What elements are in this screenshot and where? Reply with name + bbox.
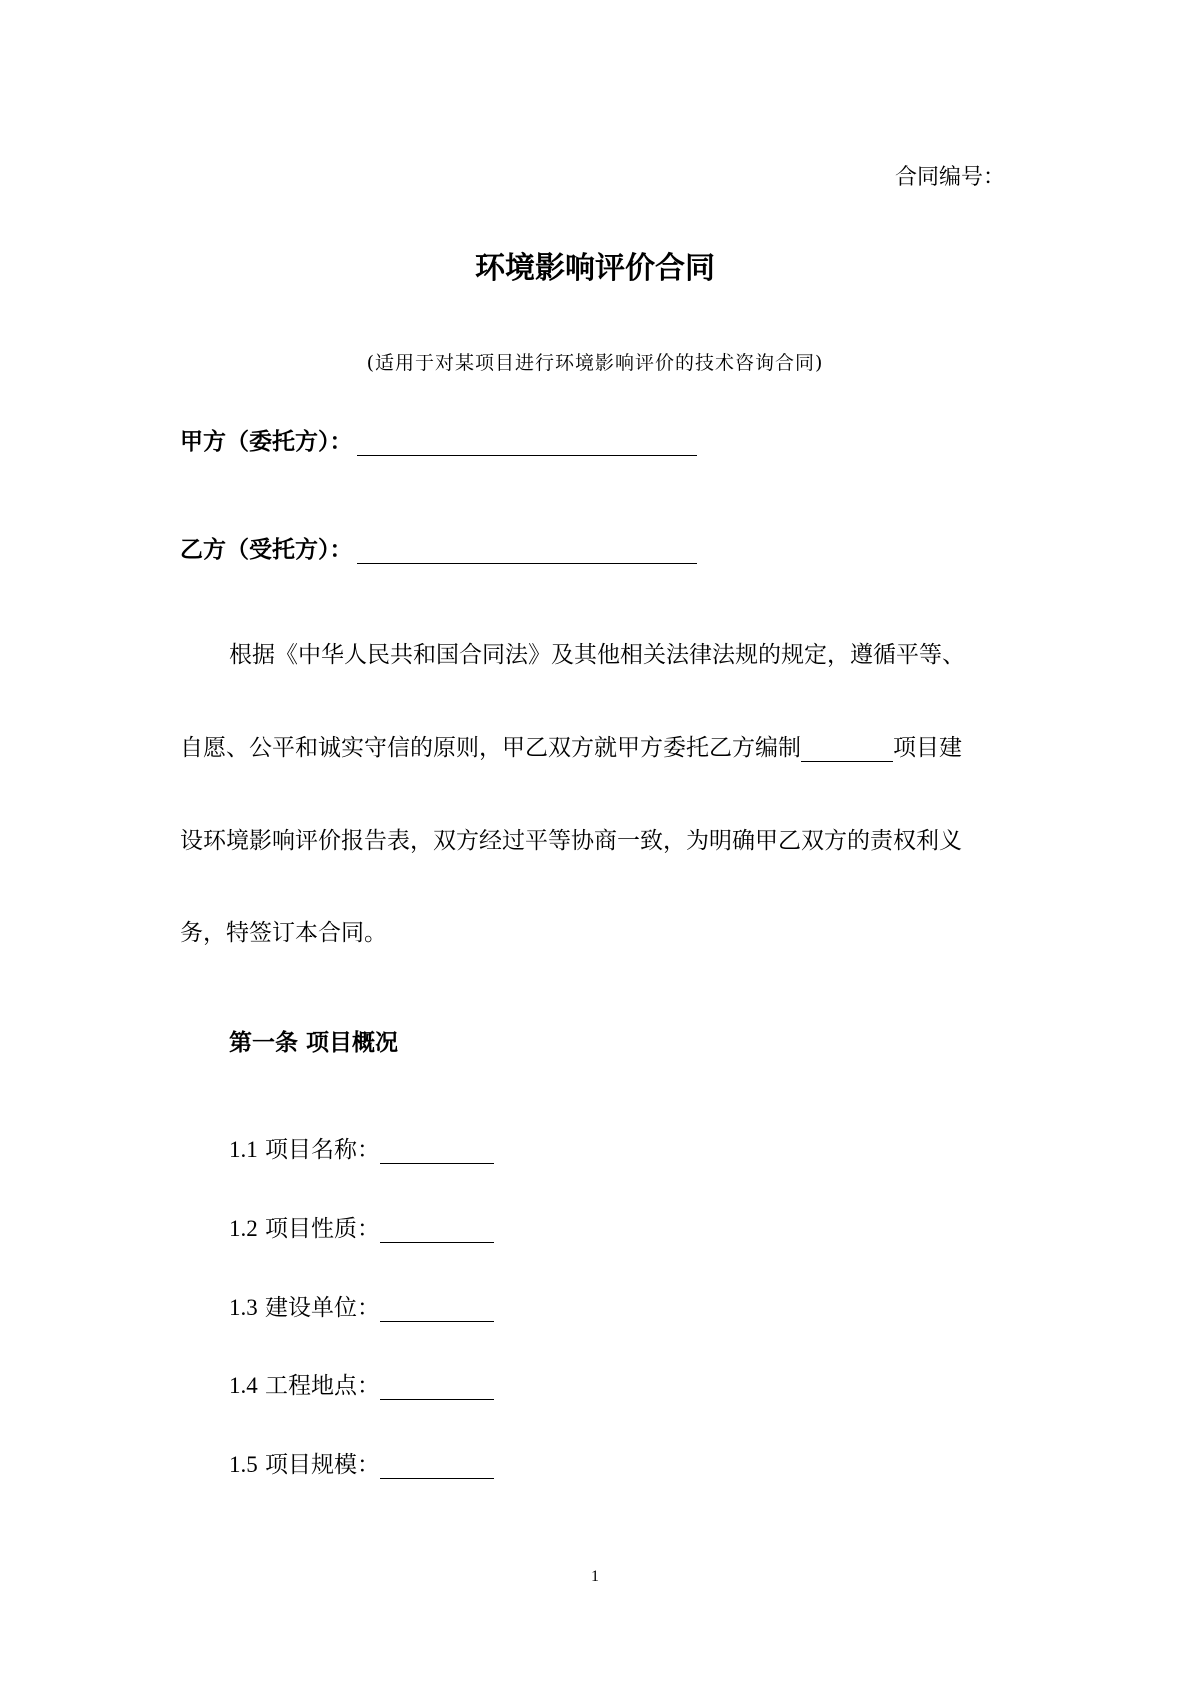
preamble-line-3: 设环境影响评价报告表，双方经过平等协商一致，为明确甲乙双方的责权利义 (180, 828, 962, 854)
preamble-line-2-after: 项目建 (893, 735, 962, 761)
item-project-scale (229, 1446, 494, 1479)
item-project-location (229, 1367, 494, 1400)
item-blank (380, 1220, 494, 1243)
item-project-nature (229, 1210, 494, 1243)
item-blank (380, 1141, 494, 1164)
preamble-line-1: 根据《中华人民共和国合同法》及其他相关法律法规的规定，遵循平等、 (229, 642, 965, 668)
item-label: 项目名称： (257, 1137, 381, 1163)
item-blank (380, 1299, 494, 1322)
item-blank (380, 1456, 494, 1479)
item-construction-unit (229, 1289, 494, 1322)
item-label: 建设单位： (257, 1295, 381, 1321)
item-number: 1.3 (229, 1295, 258, 1320)
item-number: 1.4 (229, 1373, 258, 1398)
page-number: 1 (591, 1568, 599, 1585)
party-a-row (180, 423, 697, 456)
party-a-label: 甲方（委托方）： (180, 429, 353, 455)
section-1-heading: 第一条 项目概况 (229, 1030, 399, 1056)
party-a-blank (357, 431, 697, 456)
preamble-line-4: 务，特签订本合同。 (180, 920, 387, 946)
document-subtitle: (适用于对某项目进行环境影响评价的技术咨询合同) (366, 352, 824, 374)
project-name-blank (801, 739, 893, 762)
item-project-name (229, 1131, 494, 1164)
item-number: 1.5 (229, 1452, 258, 1477)
preamble-line-2 (180, 729, 962, 762)
document-title: 环境影响评价合同 (475, 251, 715, 286)
item-label: 工程地点： (257, 1373, 381, 1399)
contract-number-label: 合同编号： (894, 165, 1005, 190)
party-b-row (180, 531, 697, 564)
preamble-line-2-before: 自愿、公平和诚实守信的原则，甲乙双方就甲方委托乙方编制 (180, 735, 801, 761)
item-number: 1.1 (229, 1137, 258, 1162)
party-b-blank (357, 539, 697, 564)
item-label: 项目性质： (257, 1216, 381, 1242)
party-b-label: 乙方（受托方）： (180, 537, 353, 563)
item-blank (380, 1377, 494, 1400)
item-label: 项目规模： (257, 1452, 381, 1478)
item-number: 1.2 (229, 1216, 258, 1241)
